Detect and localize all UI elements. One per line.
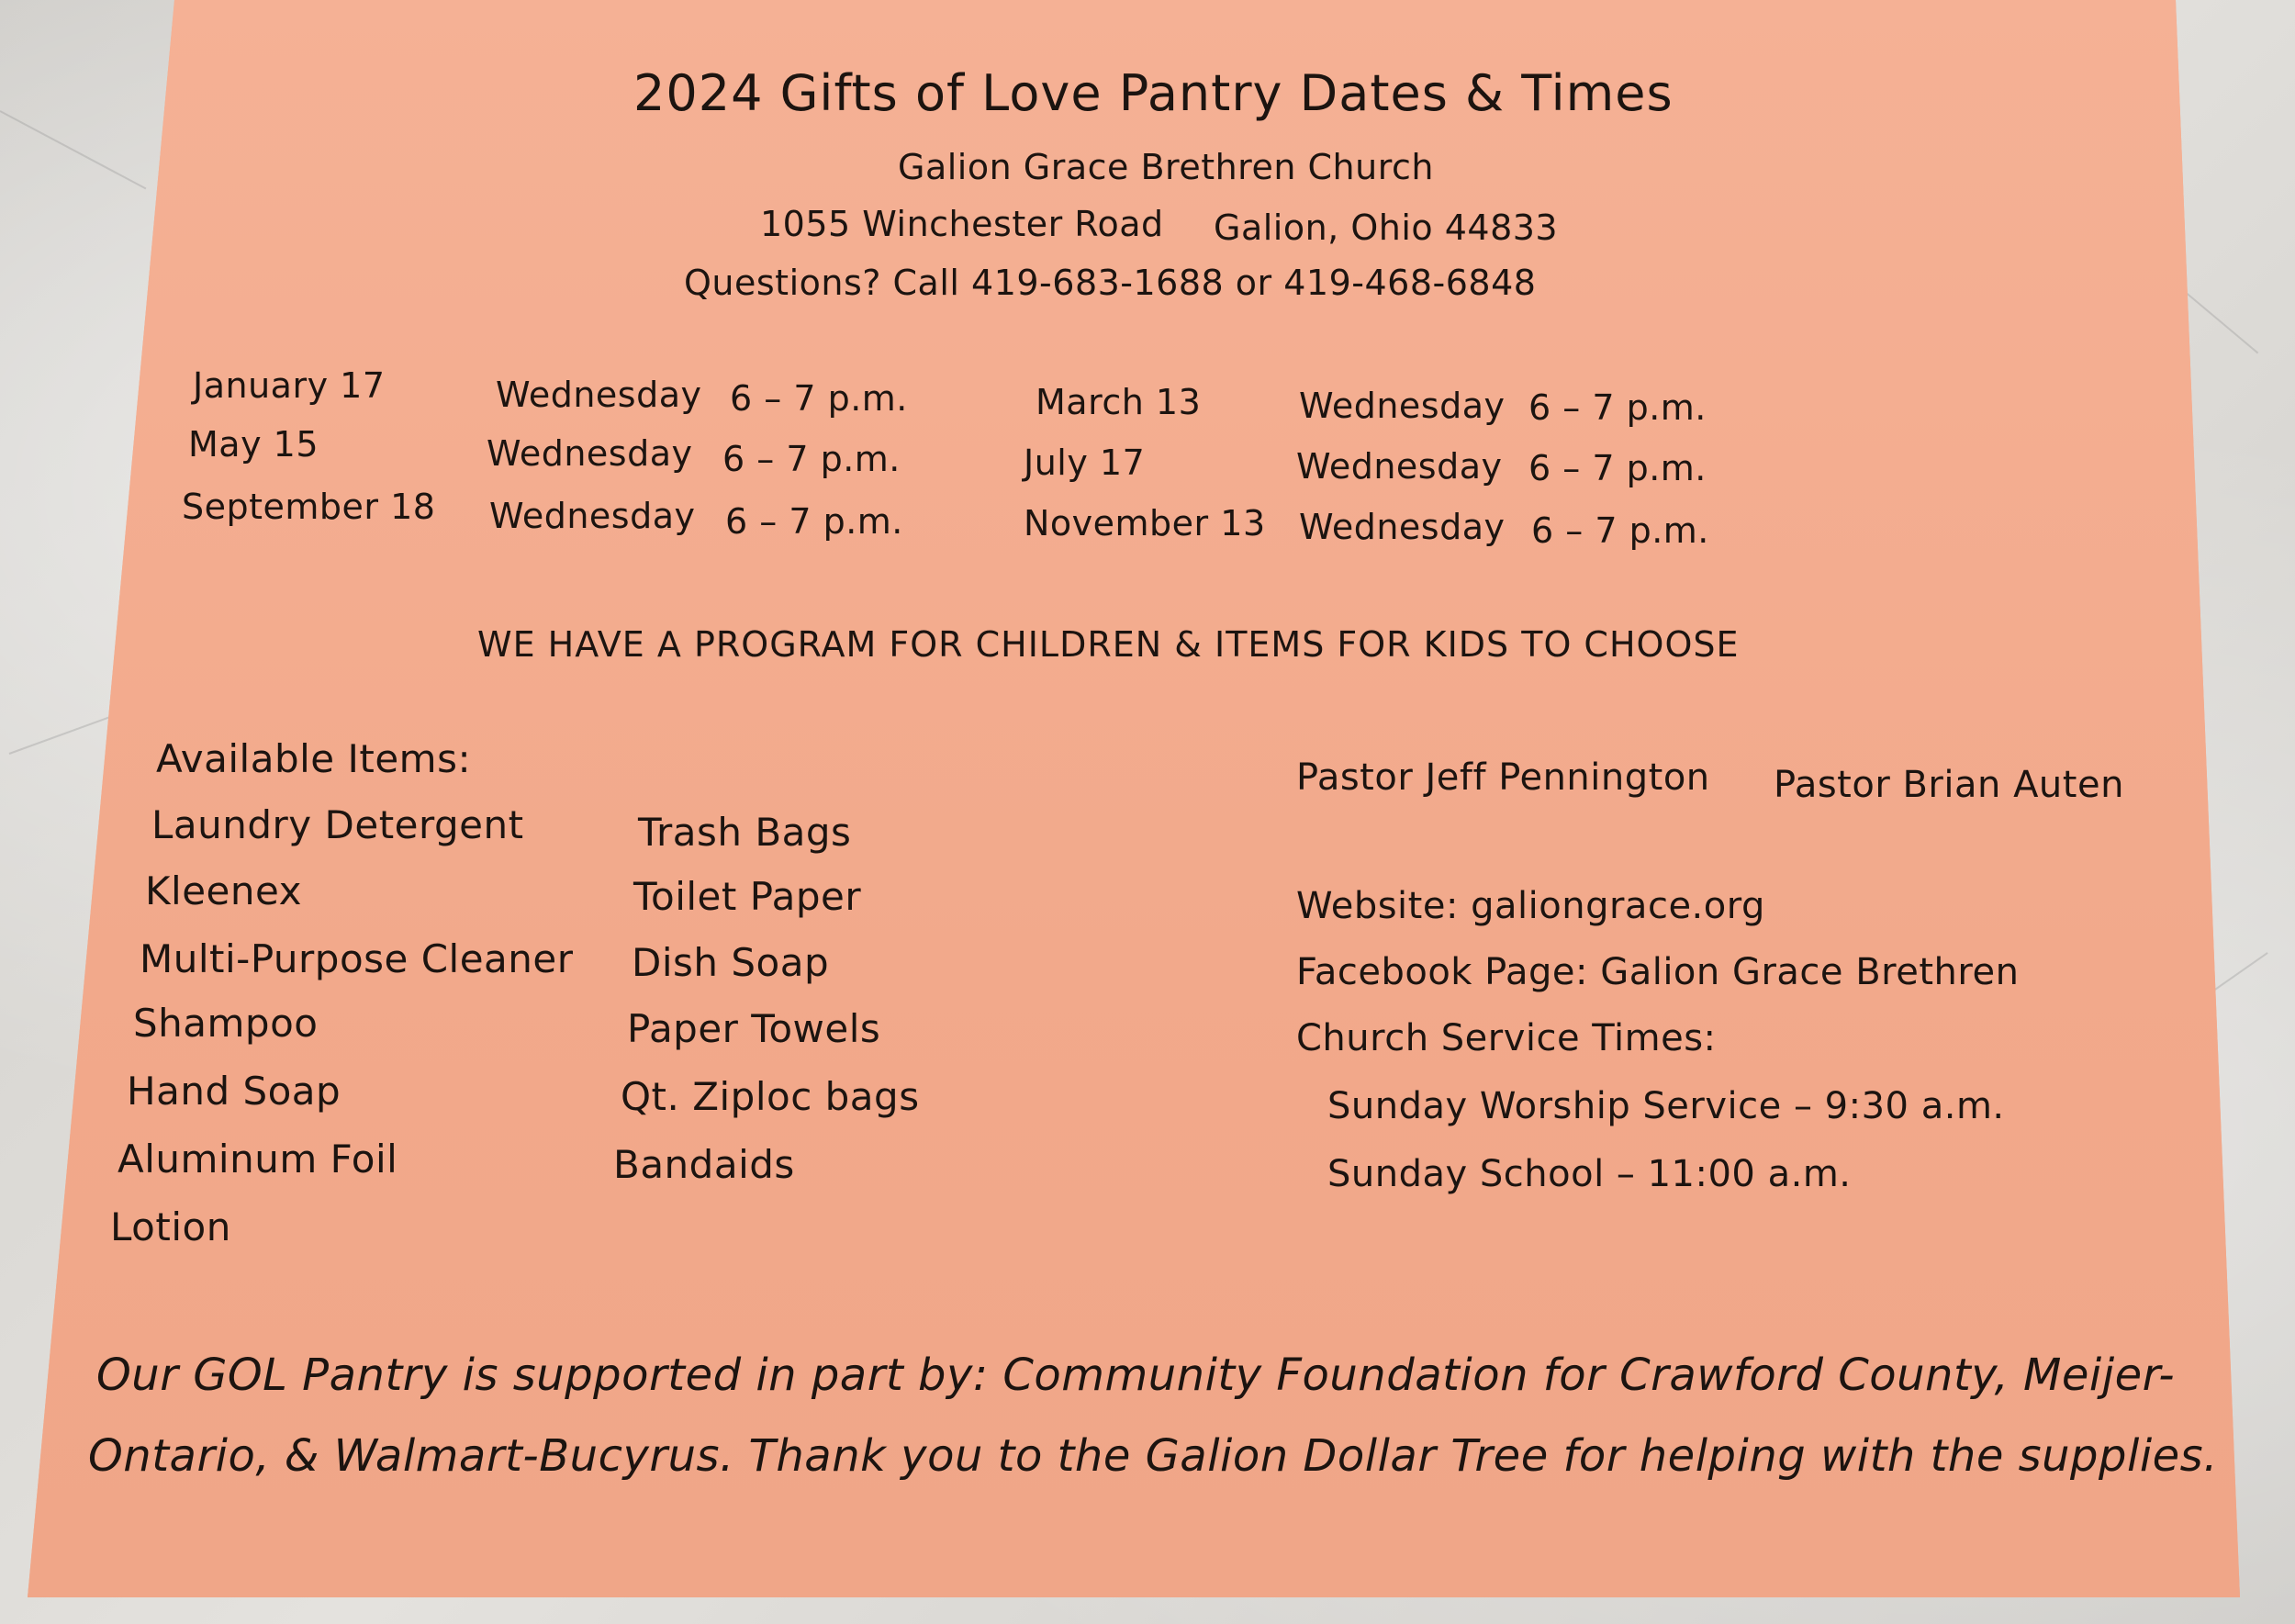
- schedule-date: March 13: [1036, 382, 1202, 422]
- schedule-date: July 17: [1024, 442, 1146, 483]
- schedule-time: 6 – 7 p.m.: [1528, 387, 1707, 428]
- item-dish-soap: Dish Soap: [632, 940, 830, 985]
- schedule-time: 6 – 7 p.m.: [722, 439, 901, 479]
- pastor-name: Pastor Jeff Pennington: [1296, 756, 1710, 799]
- item-trash-bags: Trash Bags: [638, 810, 852, 855]
- schedule-date: November 13: [1024, 503, 1266, 543]
- sponsor-note-line1: Our GOL Pantry is supported in part by: Community Foundation for Crawford County, Meijer-: [96, 1350, 2176, 1401]
- schedule-date: January 17: [193, 365, 386, 406]
- marble-vein: [0, 110, 146, 189]
- schedule-day: Wednesday: [1296, 446, 1503, 487]
- schedule-day: Wednesday: [1299, 386, 1506, 426]
- item-ziploc-bags: Qt. Ziploc bags: [621, 1074, 920, 1119]
- website: Website: galiongrace.org: [1296, 885, 1765, 927]
- schedule-time: 6 – 7 p.m.: [1531, 510, 1709, 551]
- worship-service-time: Sunday Worship Service – 9:30 a.m.: [1327, 1085, 2005, 1127]
- schedule-time: 6 – 7 p.m.: [725, 501, 903, 542]
- item-laundry-detergent: Laundry Detergent: [151, 802, 524, 847]
- facebook-page: Facebook Page: Galion Grace Brethren: [1296, 951, 2020, 993]
- schedule-day: Wednesday: [487, 433, 693, 474]
- item-bandaids: Bandaids: [613, 1142, 795, 1187]
- item-hand-soap: Hand Soap: [127, 1069, 341, 1114]
- item-multi-purpose-cleaner: Multi-Purpose Cleaner: [140, 936, 574, 981]
- item-toilet-paper: Toilet Paper: [633, 874, 862, 919]
- sponsor-note-line2: Ontario, & Walmart-Bucyrus. Thank you to the Galion Dollar Tree for helping with the supplies.: [88, 1430, 2218, 1482]
- schedule-time: 6 – 7 p.m.: [730, 378, 908, 419]
- item-aluminum-foil: Aluminum Foil: [118, 1137, 398, 1182]
- church-address: 1055 Winchester Road: [760, 204, 1164, 244]
- church-city: Galion, Ohio 44833: [1214, 207, 1559, 248]
- item-shampoo: Shampoo: [133, 1001, 319, 1046]
- contact-phones: Questions? Call 419-683-1688 or 419-468-6848: [684, 263, 1537, 303]
- schedule-date: September 18: [182, 487, 436, 527]
- item-paper-towels: Paper Towels: [627, 1006, 881, 1051]
- service-times-heading: Church Service Times:: [1296, 1017, 1717, 1059]
- schedule-time: 6 – 7 p.m.: [1528, 448, 1707, 488]
- item-lotion: Lotion: [110, 1204, 231, 1249]
- pastor-name: Pastor Brian Auten: [1774, 764, 2124, 806]
- schedule-day: Wednesday: [1299, 507, 1506, 547]
- children-program-note: WE HAVE A PROGRAM FOR CHILDREN & ITEMS FOR KIDS TO CHOOSE: [477, 624, 1740, 665]
- flyer-title: 2024 Gifts of Love Pantry Dates & Times: [633, 64, 1674, 122]
- schedule-date: May 15: [188, 424, 319, 465]
- sunday-school-time: Sunday School – 11:00 a.m.: [1327, 1153, 1852, 1195]
- items-heading: Available Items:: [156, 736, 472, 781]
- church-name: Galion Grace Brethren Church: [898, 147, 1434, 187]
- schedule-day: Wednesday: [496, 375, 702, 415]
- schedule-day: Wednesday: [489, 496, 696, 536]
- item-kleenex: Kleenex: [145, 868, 302, 913]
